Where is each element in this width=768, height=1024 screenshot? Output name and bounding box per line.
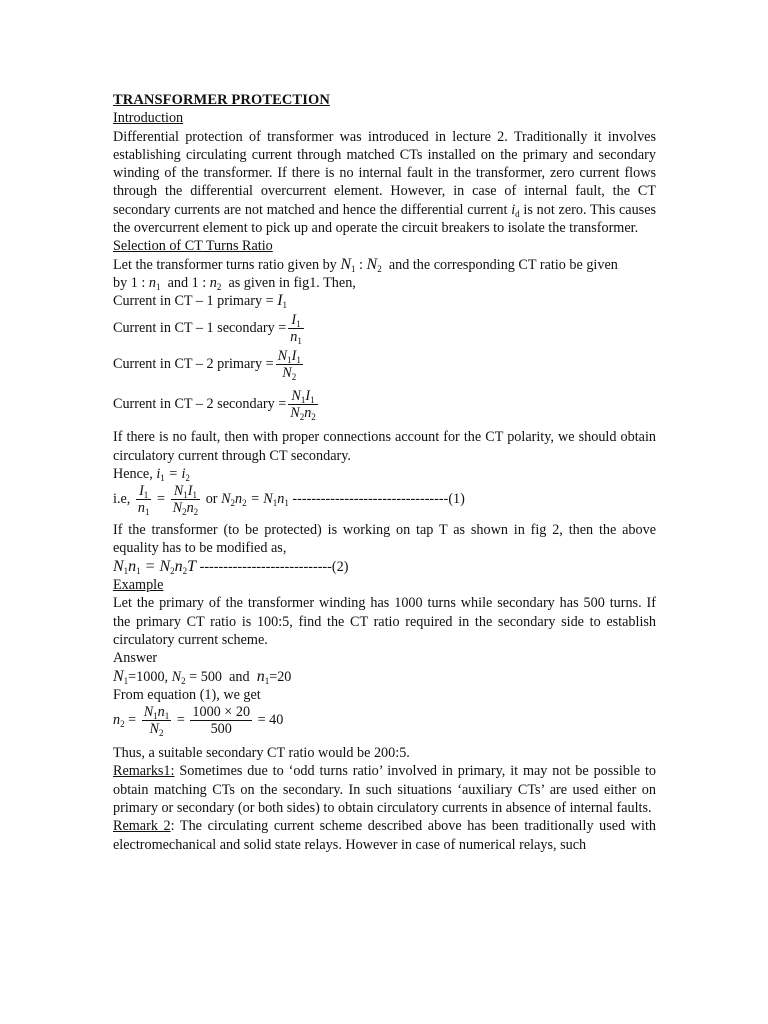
answer-label: Answer: [113, 650, 158, 667]
ct1-secondary-line: Current in CT – 1 secondary = $\frac{I_1}{n_1}$: [113, 312, 302, 347]
calculation-line: $n_2$ = $\frac{N_1n_1}{N_2}$ = $\frac{1000 \times 20}{500}$ = 40: [113, 704, 284, 739]
from-equation-line: From equation (1), we get: [113, 686, 261, 703]
turns-ratio-line-1: Let the transformer turns ratio given by $N_1$ : $N_2$ and the corresponding CT ratio be given: [113, 255, 618, 274]
remark1-paragraph: Remarks1: Sometimes due to ‘odd turns ratio’ involved in primary, it may not be possible to obtain matching CTs on the secondary. In such situations ‘auxiliary CTs’ are used either on primary or secondary (or both sides) to obtain circulatory currents in absence of internal faults.: [113, 763, 656, 817]
ct1-primary-line: Current in CT – 1 primary = $I_1$: [113, 292, 288, 311]
hence-line: Hence, $i_1 = i_2$: [113, 465, 190, 483]
document-body: [113, 91, 656, 854]
no-fault-paragraph: If there is no fault, then with proper connections account for the CT polarity, we should obtain circulatory current through CT secondary.: [113, 429, 656, 464]
example-paragraph: Let the primary of the transformer winding has 1000 turns while secondary has 500 turns. If the primary CT ratio is 100:5, find the CT ratio required in the secondary side to establish circulatory current scheme.: [113, 595, 656, 648]
given-values-line: $N_1=1000$, $N_2 = 500$ and $n_1=20$: [113, 667, 292, 686]
equation-1-line: i.e, $\frac{I_1}{n_1}$ = $\frac{N_1I_1}{N_2n_2}$ or $N_2n_2 = N_1n_1$ ---------------------------------(1): [113, 483, 465, 518]
tap-paragraph: If the transformer (to be protected) is working on tap T as shown in fig 2, then the above equality has to be modified as,: [113, 522, 656, 557]
introduction-heading: Introduction: [113, 110, 184, 127]
ct2-secondary-line: Current in CT – 2 secondary = $\frac{N_1I_1}{N_2n_2}$: [113, 388, 316, 423]
page-title: TRANSFORMER PROTECTION: [113, 92, 330, 108]
remark2-paragraph: Remark 2: The circulating current scheme described above has been traditionally used with electromechanical and solid state relays. However in case of numerical relays, such: [113, 818, 656, 853]
example-heading: Example: [113, 577, 164, 594]
introduction-paragraph: Differential protection of transformer was introduced in lecture 2. Traditionally it involves establishing circulating current through matched CTs installed on the primary and secondary winding of the transformer. If there is no internal fault in the transformer, zero current flows through the differential overcurrent element. However, in case of internal fault, the CT secondary currents are not matched and hence the differential current $i_d$ is not zero. This causes the overcurrent element to pick up and operate the circuit breakers to isolate the transformer.: [113, 128, 657, 237]
thus-line: Thus, a suitable secondary CT ratio would be 200:5.: [113, 745, 410, 762]
equation-2-line: $N_1n_1 = N_2n_2T$ ----------------------------(2): [113, 557, 349, 576]
ct2-primary-line: Current in CT – 2 primary = $\frac{N_1I_1}{N_2}$: [113, 348, 301, 383]
turns-ratio-line-2: by 1 : $n_1$ and 1 : $n_2$ as given in fig1. Then,: [113, 274, 356, 292]
selection-heading: Selection of CT Turns Ratio: [113, 238, 273, 255]
